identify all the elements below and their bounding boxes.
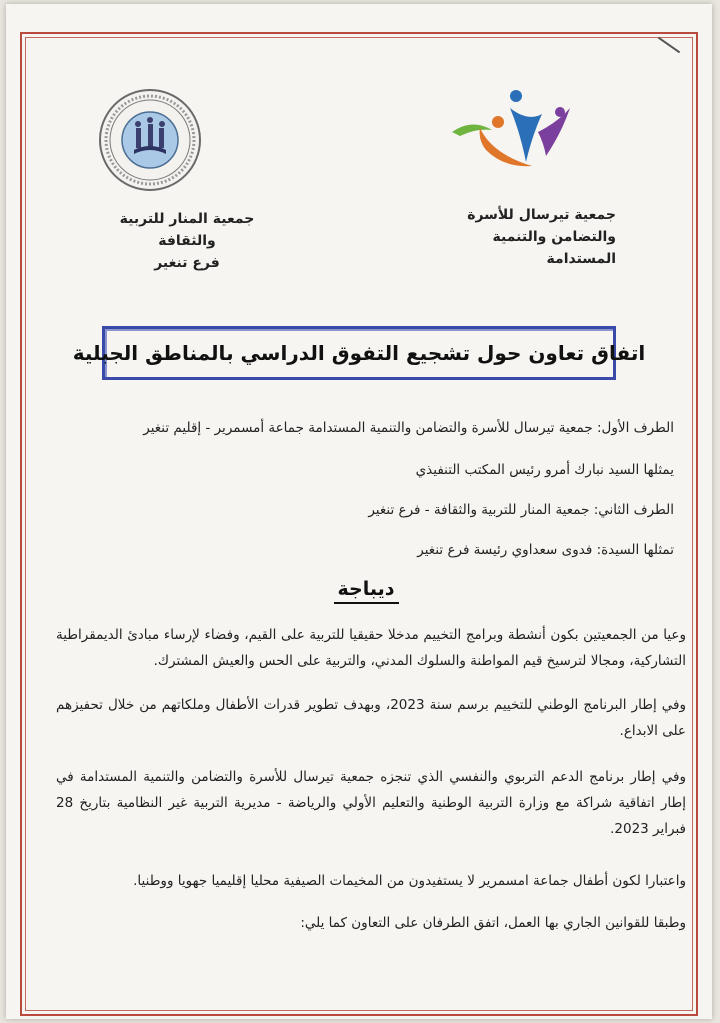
preamble-paragraph-5: وطبقا للقوانين الجاري بها العمل، اتفق الطرفان على التعاون كما يلي: xyxy=(300,915,686,931)
preamble-paragraph-1: وعيا من الجمعيتين بكون أنشطة وبرامج التخييم مدخلا حقيقيا للتربية على القيم، وفضاء لإرساء مبادئ الديمقراطية التشاركية، ومجالا لترسيخ قيم المواطنة والسلوك المدني، والتربية على الحس والعيش المشترك. xyxy=(56,627,686,669)
first-party: الطرف الأول: جمعية تيرسال للأسرة والتضامن والتنمية المستدامة جماعة أمسمرير - إقليم تنغير xyxy=(143,420,674,436)
second-party-representative: تمثلها السيدة: فدوى سعداوي رئيسة فرع تنغير xyxy=(417,542,674,558)
al-manar-seal-logo xyxy=(98,88,202,192)
preamble-paragraph-4: واعتبارا لكون أطفال جماعة امسمرير لا يستفيدون من المخيمات الصيفية محليا إقليميا جهويا ووطنيا. xyxy=(133,873,686,889)
document-page xyxy=(6,4,712,1019)
left-org-branch: فرع تنغير xyxy=(154,255,220,271)
preamble-paragraph-2: وفي إطار البرنامج الوطني للتخييم برسم سنة 2023، وبهدف تطوير قدرات الأطفال وملكاتهم من خلال تحفيزهم على الابداع. xyxy=(56,697,686,739)
second-party: الطرف الثاني: جمعية المنار للتربية والثقافة - فرع تنغير xyxy=(368,502,674,518)
first-party-representative: يمثلها السيد نبارك أمرو رئيس المكتب التنفيذي xyxy=(415,462,674,478)
right-org-line1: جمعية تيرسال للأسرة xyxy=(467,207,616,223)
left-organization xyxy=(102,208,272,274)
preamble-heading-text: ديباجة xyxy=(334,578,399,604)
agreement-title-box xyxy=(72,326,646,380)
tirsal-association-logo xyxy=(446,88,586,178)
preamble-paragraph-3: وفي إطار برنامج الدعم التربوي والنفسي الذي تنجزه جمعية تيرسال للأسرة والتضامن والتنمية المستدامة في إطار اتفاقية شراكة مع وزارة التربية الوطنية والتعليم الأولي والرياضة - مديرية التربية غير النظامية بتاريخ 28 فبراير 2023. xyxy=(56,769,686,837)
left-org-name: جمعية المنار للتربية والثقافة xyxy=(119,211,255,249)
right-org-line2: والتضامن والتنمية المستدامة xyxy=(492,229,616,267)
agreement-title: اتفاق تعاون حول تشجيع التفوق الدراسي بالمناطق الجبلية xyxy=(72,341,646,365)
right-organization xyxy=(436,204,616,270)
preamble-heading xyxy=(306,578,426,600)
